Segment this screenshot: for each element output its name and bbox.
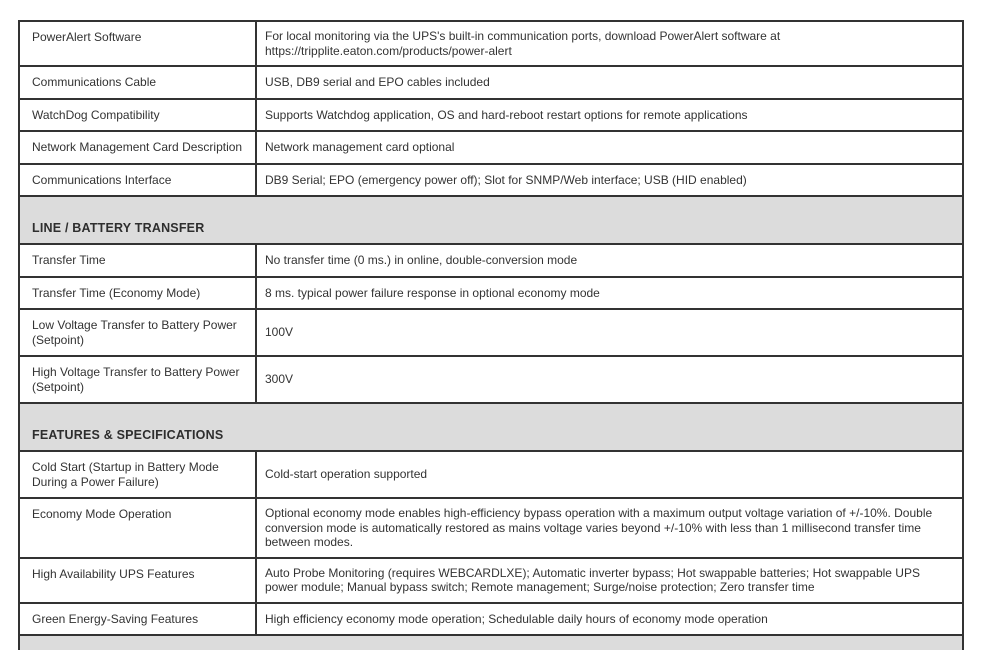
spec-label-cell: Economy Mode Operation xyxy=(20,499,257,557)
table-row xyxy=(20,132,962,165)
spec-label-cell: Low Voltage Transfer to Battery Power (Setpoint) xyxy=(20,310,257,355)
spec-value-cell: 100V xyxy=(265,325,294,340)
spec-label-cell: High Voltage Transfer to Battery Power (Setpoint) xyxy=(20,357,257,402)
spec-label-cell: PowerAlert Software xyxy=(20,22,257,65)
spec-label-cell: Network Management Card Description xyxy=(20,132,257,163)
spec-value-cell: USB, DB9 serial and EPO cables included xyxy=(265,75,490,89)
spec-value-cell: DB9 Serial; EPO (emergency power off); Slot for SNMP/Web interface; USB (HID enabled) xyxy=(265,172,747,187)
spec-label-cell: Green Energy-Saving Features xyxy=(20,604,257,635)
table-row xyxy=(20,499,962,559)
spec-value-cell: Supports Watchdog application, OS and hard-reboot restart options for remote applications xyxy=(265,107,748,122)
table-row xyxy=(20,310,962,357)
section-title: FEATURES & SPECIFICATIONS xyxy=(32,428,224,442)
spec-value-cell: 300V xyxy=(265,372,294,387)
spec-value-cell: For local monitoring via the UPS's built-in communication ports, download PowerAlert software at https://tripplite.eaton.com/products/power-alert xyxy=(265,29,781,58)
spec-label-cell: High Availability UPS Features xyxy=(20,559,257,602)
table-row xyxy=(20,165,962,198)
spec-label-cell: Transfer Time xyxy=(20,245,257,276)
section-header xyxy=(20,404,962,452)
section-header xyxy=(20,197,962,245)
spec-label-cell: Communications Cable xyxy=(20,67,257,98)
section-title: LINE / BATTERY TRANSFER xyxy=(32,221,205,235)
table-row xyxy=(20,22,962,67)
spec-value-cell: No transfer time (0 ms.) in online, double-conversion mode xyxy=(265,253,578,267)
spec-label-cell: Transfer Time (Economy Mode) xyxy=(20,278,257,309)
spec-value-cell: Optional economy mode enables high-efficiency bypass operation with a maximum output voltage variation of +/-10%. Double conversion mode is automatically restored as mains voltage varies beyond +/-10% with less than 1 millisecond transfer time between modes. xyxy=(265,506,933,549)
table-row xyxy=(20,100,962,133)
spec-value-cell: Network management card optional xyxy=(265,140,455,154)
table-row xyxy=(20,278,962,311)
spec-value-cell: Auto Probe Monitoring (requires WEBCARDLXE); Automatic inverter bypass; Hot swappable batteries; Hot swappable UPS power module; Manual bypass switch; Remote management; Surge/noise protection; Zero transfer time xyxy=(265,565,920,594)
spec-label-cell: Cold Start (Startup in Battery Mode During a Power Failure) xyxy=(20,452,257,497)
table-row xyxy=(20,67,962,100)
table-row xyxy=(20,357,962,404)
spec-table xyxy=(18,20,964,650)
spec-value-cell: 8 ms. typical power failure response in optional economy mode xyxy=(265,285,600,300)
section-header-cutoff xyxy=(20,636,962,650)
spec-label-cell: WatchDog Compatibility xyxy=(20,100,257,131)
table-row xyxy=(20,559,962,604)
table-row xyxy=(20,245,962,278)
table-row xyxy=(20,604,962,637)
table-row xyxy=(20,452,962,499)
spec-value-cell: Cold-start operation supported xyxy=(265,467,428,482)
spec-label-cell: Communications Interface xyxy=(20,165,257,196)
spec-value-cell: High efficiency economy mode operation; Schedulable daily hours of economy mode operation xyxy=(265,611,768,626)
